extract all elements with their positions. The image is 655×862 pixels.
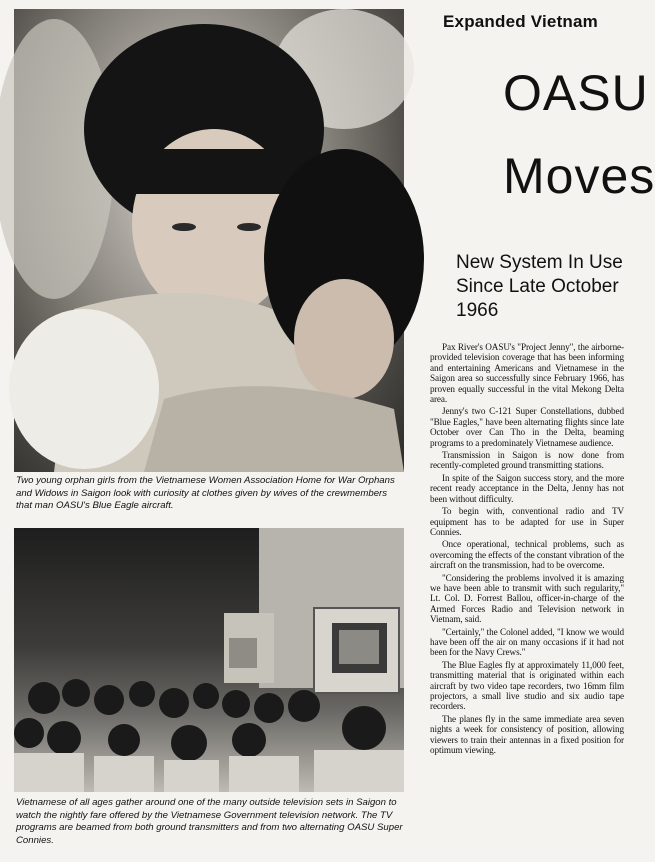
orphan-girls-illustration [14, 9, 404, 472]
article-paragraph: Pax River's OASU's "Project Jenny", the airborne-provided television coverage that has been informing and entertaining Americans and Vietnamese in the Saigon area so successfully since February 1966, has proven equally successful in the vital Mekong Delta area. [430, 342, 624, 405]
section-kicker: Expanded Vietnam [443, 12, 598, 31]
crowd-television-photo [14, 528, 404, 792]
top-photo-caption: Two young orphan girls from the Vietnamese Women Association Home for War Orphans and Widows in Saigon look with curiosity at clothes given by wives of the crewmembers that man OASU's Blue Eagle aircraft. [16, 475, 395, 511]
article-paragraph: In spite of the Saigon success story, and the more recent ready acceptance in the Delta, Jenny has not been without difficulty. [430, 472, 624, 504]
headline-line-2: Moves [503, 148, 655, 204]
article-paragraph: Once operational, technical problems, such as overcoming the effects of the constant vibration of the aircraft on the transmission, had to be overcome. [430, 539, 624, 571]
orphan-girls-photo [14, 9, 404, 472]
headline-line-1: OASU [503, 65, 649, 121]
article-paragraph: The Blue Eagles fly at approximately 11,000 feet, transmitting material that is originated within each aircraft by two video tape recorders, two 16mm film projectors, a small live studio and six audio tape recorders. [430, 659, 624, 712]
article-paragraph: Jenny's two C-121 Super Constellations, dubbed "Blue Eagles," have been alternating flights since late October over Can Tho in the Delta, beaming programs to a predominately Vietnamese audience. [430, 406, 624, 448]
article-paragraph: To begin with, conventional radio and TV equipment has to be adapted for use in Super Connies. [430, 506, 624, 537]
crowd-television-illustration [14, 528, 404, 792]
article-paragraph: The planes fly in the same immediate area seven nights a week for consistency of position, allowing viewers to train their antennas in a fixed position for optimum viewing. [430, 713, 624, 756]
subheadline: New System In Use Since Late October 1966 [456, 252, 623, 321]
article-paragraph: "Certainly," the Colonel added, "I know we would have been off the air on many occasions if it had not been for the Navy Crews." [430, 626, 624, 658]
article-paragraph: "Considering the problems involved it is amazing we have been able to transmit with such regularity," Lt. Col. D. Forrest Ballou, officer-in-charge of the Armed Forces Radio and Television network in Vietnam, said. [430, 572, 624, 625]
article-body [430, 342, 624, 757]
bottom-photo-caption: Vietnamese of all ages gather around one of the many outside television sets in Saigon to watch the nightly fare offered by the Vietnamese Government television network. The TV programs are beamed from both ground transmitters and from two alternating OASU Super Connies. [16, 797, 403, 846]
article-paragraph: Transmission in Saigon is now done from recently-completed ground transmitting stations. [430, 450, 624, 471]
